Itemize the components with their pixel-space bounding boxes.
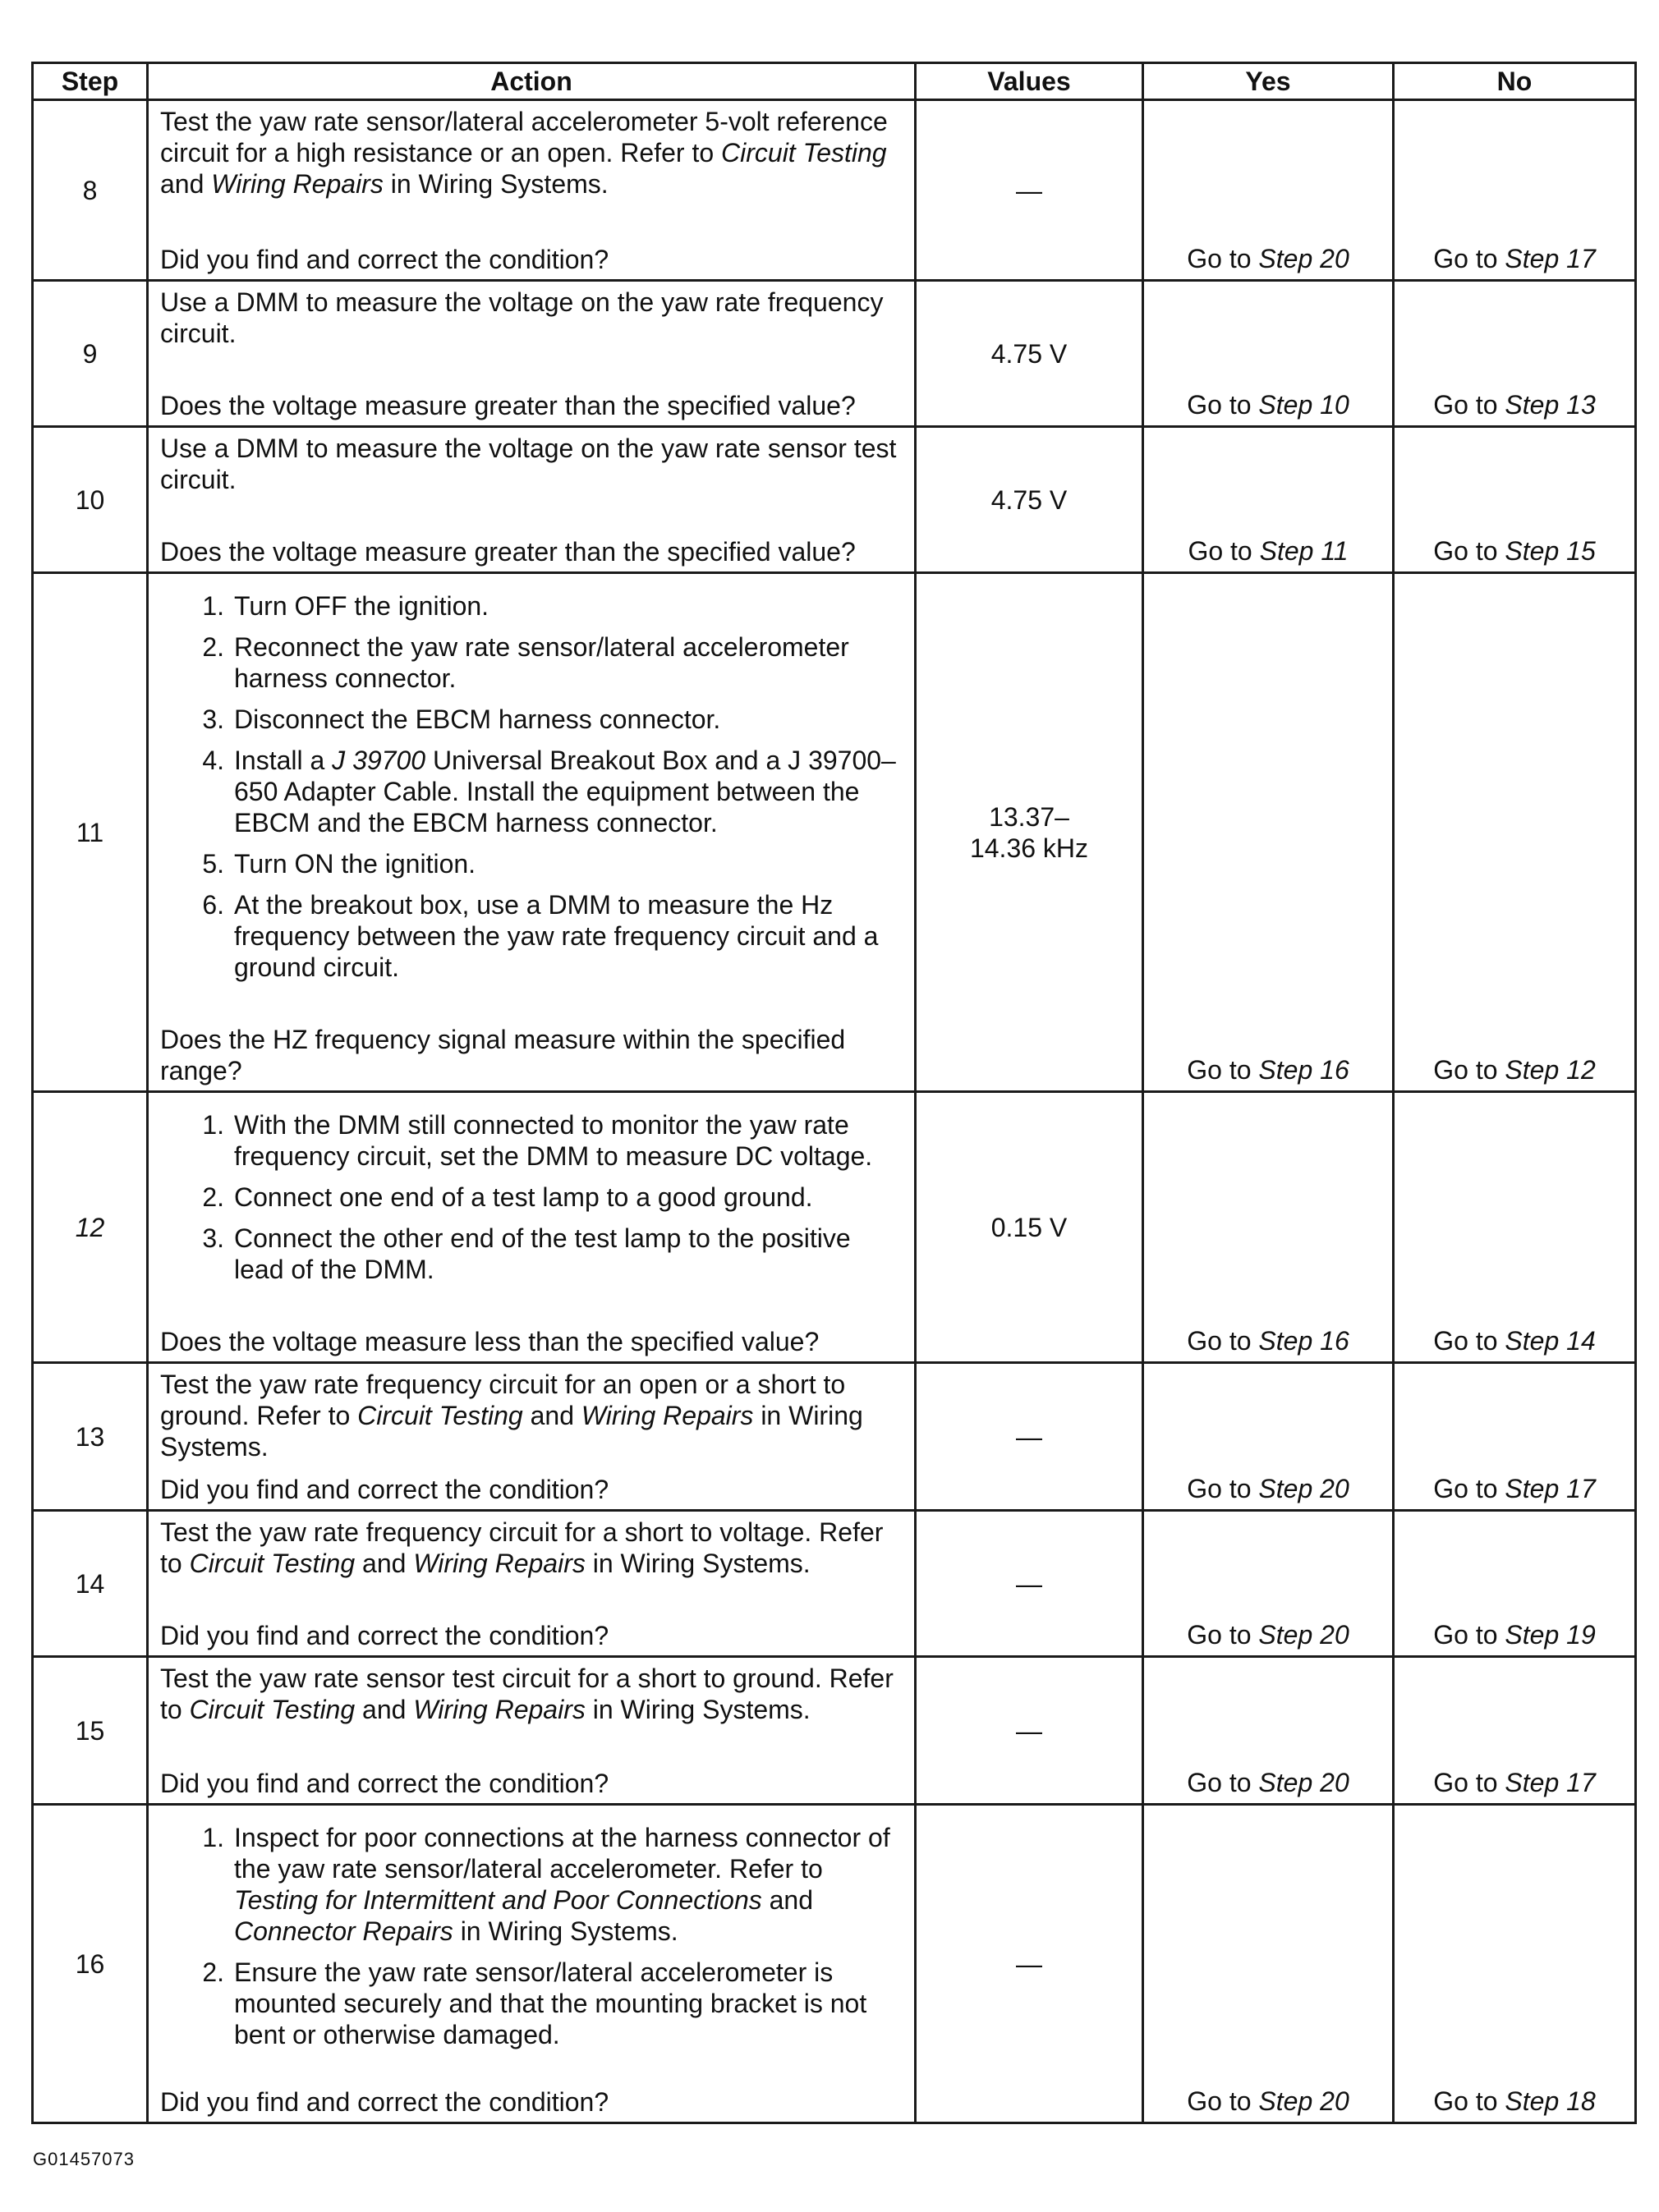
text-run: Test the yaw rate frequency circuit for an open or a short to ground. Refer to xyxy=(160,1370,846,1430)
goto-prefix: Go to xyxy=(1187,390,1259,420)
header-action: Action xyxy=(148,63,916,100)
no-cell xyxy=(1394,1363,1636,1511)
text-run: and xyxy=(160,169,212,199)
table-row xyxy=(33,281,1636,427)
item-number: 2. xyxy=(202,1957,224,1987)
text-run: J 39700 xyxy=(332,746,426,775)
action-instructions xyxy=(160,106,904,200)
text-run: Test the yaw rate sensor/lateral accelerometer 5-volt reference circuit for a high resistance or an open. Refer to xyxy=(160,107,888,168)
header-no: No xyxy=(1394,63,1636,100)
goto-prefix: Go to xyxy=(1433,1055,1505,1085)
value-cell: 4.75 V xyxy=(916,281,1143,427)
step-number: 9 xyxy=(33,281,148,427)
text-run: Test the yaw rate sensor test circuit for a short to ground. Refer to xyxy=(160,1664,894,1724)
text-run: Connect one end of a test lamp to a good ground. xyxy=(234,1182,813,1212)
action-cell xyxy=(148,1092,916,1363)
text-run: Universal Breakout Box and a J 39700–650 Adapter Cable. Install the equipment between the EBCM and the EBCM harness connector. xyxy=(234,746,896,838)
goto-prefix: Go to xyxy=(1433,536,1505,566)
goto-prefix: Go to xyxy=(1187,1055,1259,1085)
goto-step: Step 20 xyxy=(1258,1620,1349,1650)
action-text xyxy=(160,287,904,349)
text-run: Wiring Repairs xyxy=(413,1549,586,1578)
action-text xyxy=(160,106,904,200)
action-list-item xyxy=(160,848,904,879)
action-question: Does the voltage measure greater than the specified value? xyxy=(160,391,856,420)
goto-prefix: Go to xyxy=(1433,2086,1505,2116)
yes-cell xyxy=(1143,1657,1394,1805)
item-number: 6. xyxy=(202,890,224,920)
step-number: 11 xyxy=(33,573,148,1092)
no-cell xyxy=(1394,1511,1636,1657)
action-instructions xyxy=(160,1098,904,1295)
goto-step: Step 10 xyxy=(1258,390,1349,420)
text-run: and xyxy=(522,1401,581,1430)
goto-prefix: Go to xyxy=(1433,244,1505,273)
header-values: Values xyxy=(916,63,1143,100)
action-cell xyxy=(148,1363,916,1511)
item-number: 1. xyxy=(202,591,224,621)
item-number: 1. xyxy=(202,1110,224,1140)
item-number: 3. xyxy=(202,704,224,734)
text-run: Use a DMM to measure the voltage on the yaw rate sensor test circuit. xyxy=(160,434,897,494)
item-number: 3. xyxy=(202,1223,224,1253)
text-run: Connector Repairs xyxy=(234,1916,453,1946)
action-text xyxy=(160,1369,904,1462)
item-number: 2. xyxy=(202,632,224,662)
action-cell xyxy=(148,1657,916,1805)
goto-prefix: Go to xyxy=(1187,1620,1259,1650)
goto-step: Step 16 xyxy=(1258,1055,1349,1085)
item-text xyxy=(234,590,904,622)
text-run: and xyxy=(355,1549,414,1578)
action-list-item xyxy=(160,1822,904,1947)
text-run: and xyxy=(355,1695,414,1724)
yes-cell xyxy=(1143,1511,1394,1657)
text-run: Turn ON the ignition. xyxy=(234,849,476,879)
header-step: Step xyxy=(33,63,148,100)
text-run: Ensure the yaw rate sensor/lateral accelerometer is mounted securely and that the mounting bracket is not bent or otherwise damaged. xyxy=(234,1957,867,2049)
value-cell: 0.15 V xyxy=(916,1092,1143,1363)
action-instructions xyxy=(160,287,904,349)
action-list xyxy=(160,1109,904,1285)
goto-step: Step 13 xyxy=(1505,390,1596,420)
text-run: Disconnect the EBCM harness connector. xyxy=(234,704,721,734)
diagnostic-table xyxy=(31,62,1637,2124)
action-instructions xyxy=(160,433,904,495)
step-number: 16 xyxy=(33,1805,148,2123)
item-text xyxy=(234,1957,904,2050)
goto-step: Step 19 xyxy=(1505,1620,1596,1650)
action-list-item xyxy=(160,1223,904,1285)
no-cell xyxy=(1394,573,1636,1092)
yes-cell xyxy=(1143,1092,1394,1363)
text-run: Circuit Testing xyxy=(721,138,887,168)
step-number: 15 xyxy=(33,1657,148,1805)
table-row xyxy=(33,100,1636,281)
goto-prefix: Go to xyxy=(1188,536,1260,566)
goto-step: Step 14 xyxy=(1505,1326,1596,1356)
goto-prefix: Go to xyxy=(1187,1474,1259,1503)
yes-cell xyxy=(1143,427,1394,573)
action-list-item xyxy=(160,704,904,735)
action-list-item xyxy=(160,1109,904,1172)
item-number: 4. xyxy=(202,746,224,775)
value-cell: 13.37– 14.36 kHz xyxy=(916,573,1143,1092)
item-text xyxy=(234,631,904,694)
goto-prefix: Go to xyxy=(1433,1620,1505,1650)
text-run: Testing for Intermittent and Poor Connections xyxy=(234,1885,762,1915)
item-text xyxy=(234,704,904,735)
text-run: Circuit Testing xyxy=(189,1549,356,1578)
item-text xyxy=(234,1109,904,1172)
yes-cell xyxy=(1143,1363,1394,1511)
action-list-item xyxy=(160,1957,904,2050)
goto-step: Step 20 xyxy=(1258,1474,1349,1503)
yes-cell xyxy=(1143,281,1394,427)
action-list xyxy=(160,590,904,983)
text-run: Connect the other end of the test lamp to the positive lead of the DMM. xyxy=(234,1223,851,1284)
table-row xyxy=(33,1657,1636,1805)
action-question: Does the voltage measure less than the specified value? xyxy=(160,1327,820,1356)
yes-cell xyxy=(1143,1805,1394,2123)
yes-cell xyxy=(1143,100,1394,281)
action-list-item xyxy=(160,889,904,983)
no-cell xyxy=(1394,1657,1636,1805)
step-number: 8 xyxy=(33,100,148,281)
goto-step: Step 20 xyxy=(1258,1768,1349,1797)
action-cell xyxy=(148,281,916,427)
action-question: Does the voltage measure greater than the specified value? xyxy=(160,537,856,567)
goto-prefix: Go to xyxy=(1187,1326,1259,1356)
figure-code: G01457073 xyxy=(33,2149,135,2169)
goto-prefix: Go to xyxy=(1187,2086,1259,2116)
goto-prefix: Go to xyxy=(1433,1326,1505,1356)
table-row xyxy=(33,1805,1636,2123)
item-text xyxy=(234,889,904,983)
action-text xyxy=(160,433,904,495)
header-row xyxy=(33,63,1636,100)
goto-step: Step 11 xyxy=(1259,536,1349,566)
no-cell xyxy=(1394,1805,1636,2123)
yes-cell xyxy=(1143,573,1394,1092)
action-question: Did you find and correct the condition? xyxy=(160,1769,609,1798)
text-run: Wiring Repairs xyxy=(211,169,384,199)
value-cell: — xyxy=(916,1511,1143,1657)
item-number: 1. xyxy=(202,1823,224,1852)
text-run: Circuit Testing xyxy=(189,1695,356,1724)
action-list-item xyxy=(160,745,904,838)
action-instructions xyxy=(160,1663,904,1725)
value-cell: — xyxy=(916,1805,1143,2123)
text-run: Inspect for poor connections at the harness connector of the yaw rate sensor/lateral accelerometer. Refer to xyxy=(234,1823,890,1884)
action-cell xyxy=(148,573,916,1092)
action-instructions xyxy=(160,1810,904,2060)
text-run: in Wiring Systems. xyxy=(160,1401,863,1462)
text-run: in Wiring Systems. xyxy=(585,1549,811,1578)
text-run: With the DMM still connected to monitor the yaw rate frequency circuit, set the DMM to measure DC voltage. xyxy=(234,1110,873,1171)
table-row xyxy=(33,427,1636,573)
item-text xyxy=(234,1822,904,1947)
action-cell xyxy=(148,1511,916,1657)
text-run: Install a xyxy=(234,746,333,775)
goto-prefix: Go to xyxy=(1433,1474,1505,1503)
action-cell xyxy=(148,1805,916,2123)
goto-step: Step 17 xyxy=(1505,1768,1596,1797)
text-run: Wiring Repairs xyxy=(413,1695,586,1724)
action-instructions xyxy=(160,1517,904,1579)
text-run: in Wiring Systems. xyxy=(585,1695,811,1724)
value-cell: — xyxy=(916,1657,1143,1805)
goto-step: Step 12 xyxy=(1505,1055,1596,1085)
text-run: At the breakout box, use a DMM to measure the Hz frequency between the yaw rate frequency circuit and a ground circuit. xyxy=(234,890,879,982)
no-cell xyxy=(1394,281,1636,427)
no-cell xyxy=(1394,100,1636,281)
value-cell: — xyxy=(916,100,1143,281)
item-text xyxy=(234,848,904,879)
value-cell: 4.75 V xyxy=(916,427,1143,573)
text-run: and xyxy=(761,1885,814,1915)
text-run: Reconnect the yaw rate sensor/lateral accelerometer harness connector. xyxy=(234,632,849,693)
no-cell xyxy=(1394,427,1636,573)
text-run: in Wiring Systems. xyxy=(383,169,609,199)
item-text xyxy=(234,1182,904,1213)
action-question: Did you find and correct the condition? xyxy=(160,1621,609,1650)
header-yes: Yes xyxy=(1143,63,1394,100)
action-cell xyxy=(148,100,916,281)
item-text xyxy=(234,745,904,838)
action-instructions xyxy=(160,579,904,993)
item-number: 5. xyxy=(202,849,224,879)
table-row xyxy=(33,1092,1636,1363)
action-instructions xyxy=(160,1369,904,1462)
action-list-item xyxy=(160,1182,904,1213)
action-question: Did you find and correct the condition? xyxy=(160,1475,609,1504)
step-number: 13 xyxy=(33,1363,148,1511)
item-number: 2. xyxy=(202,1182,224,1212)
table-row xyxy=(33,1511,1636,1657)
text-run: Wiring Repairs xyxy=(581,1401,754,1430)
action-list-item xyxy=(160,631,904,694)
text-run: Use a DMM to measure the voltage on the yaw rate frequency circuit. xyxy=(160,287,884,348)
step-number: 14 xyxy=(33,1511,148,1657)
goto-step: Step 20 xyxy=(1258,2086,1349,2116)
step-number: 12 xyxy=(33,1092,148,1363)
table-row xyxy=(33,573,1636,1092)
action-list xyxy=(160,1822,904,2050)
value-cell: — xyxy=(916,1363,1143,1511)
goto-prefix: Go to xyxy=(1433,390,1505,420)
action-list-item xyxy=(160,590,904,622)
goto-step: Step 17 xyxy=(1505,244,1596,273)
action-question: Did you find and correct the condition? xyxy=(160,245,609,274)
action-question: Did you find and correct the condition? xyxy=(160,2087,609,2117)
text-run: Turn OFF the ignition. xyxy=(234,591,489,621)
goto-step: Step 16 xyxy=(1258,1326,1349,1356)
goto-prefix: Go to xyxy=(1187,244,1259,273)
text-run: Circuit Testing xyxy=(357,1401,523,1430)
text-run: in Wiring Systems. xyxy=(453,1916,678,1946)
action-text xyxy=(160,1663,904,1725)
action-cell xyxy=(148,427,916,573)
goto-step: Step 17 xyxy=(1505,1474,1596,1503)
goto-step: Step 18 xyxy=(1505,2086,1596,2116)
action-question: Does the HZ frequency signal measure within the specified range? xyxy=(160,1025,846,1085)
table-row xyxy=(33,1363,1636,1511)
goto-prefix: Go to xyxy=(1433,1768,1505,1797)
text-run: Test the yaw rate frequency circuit for a short to voltage. Refer to xyxy=(160,1517,884,1578)
goto-step: Step 20 xyxy=(1258,244,1349,273)
goto-prefix: Go to xyxy=(1187,1768,1259,1797)
item-text xyxy=(234,1223,904,1285)
goto-step: Step 15 xyxy=(1505,536,1596,566)
no-cell xyxy=(1394,1092,1636,1363)
step-number: 10 xyxy=(33,427,148,573)
action-text xyxy=(160,1517,904,1579)
